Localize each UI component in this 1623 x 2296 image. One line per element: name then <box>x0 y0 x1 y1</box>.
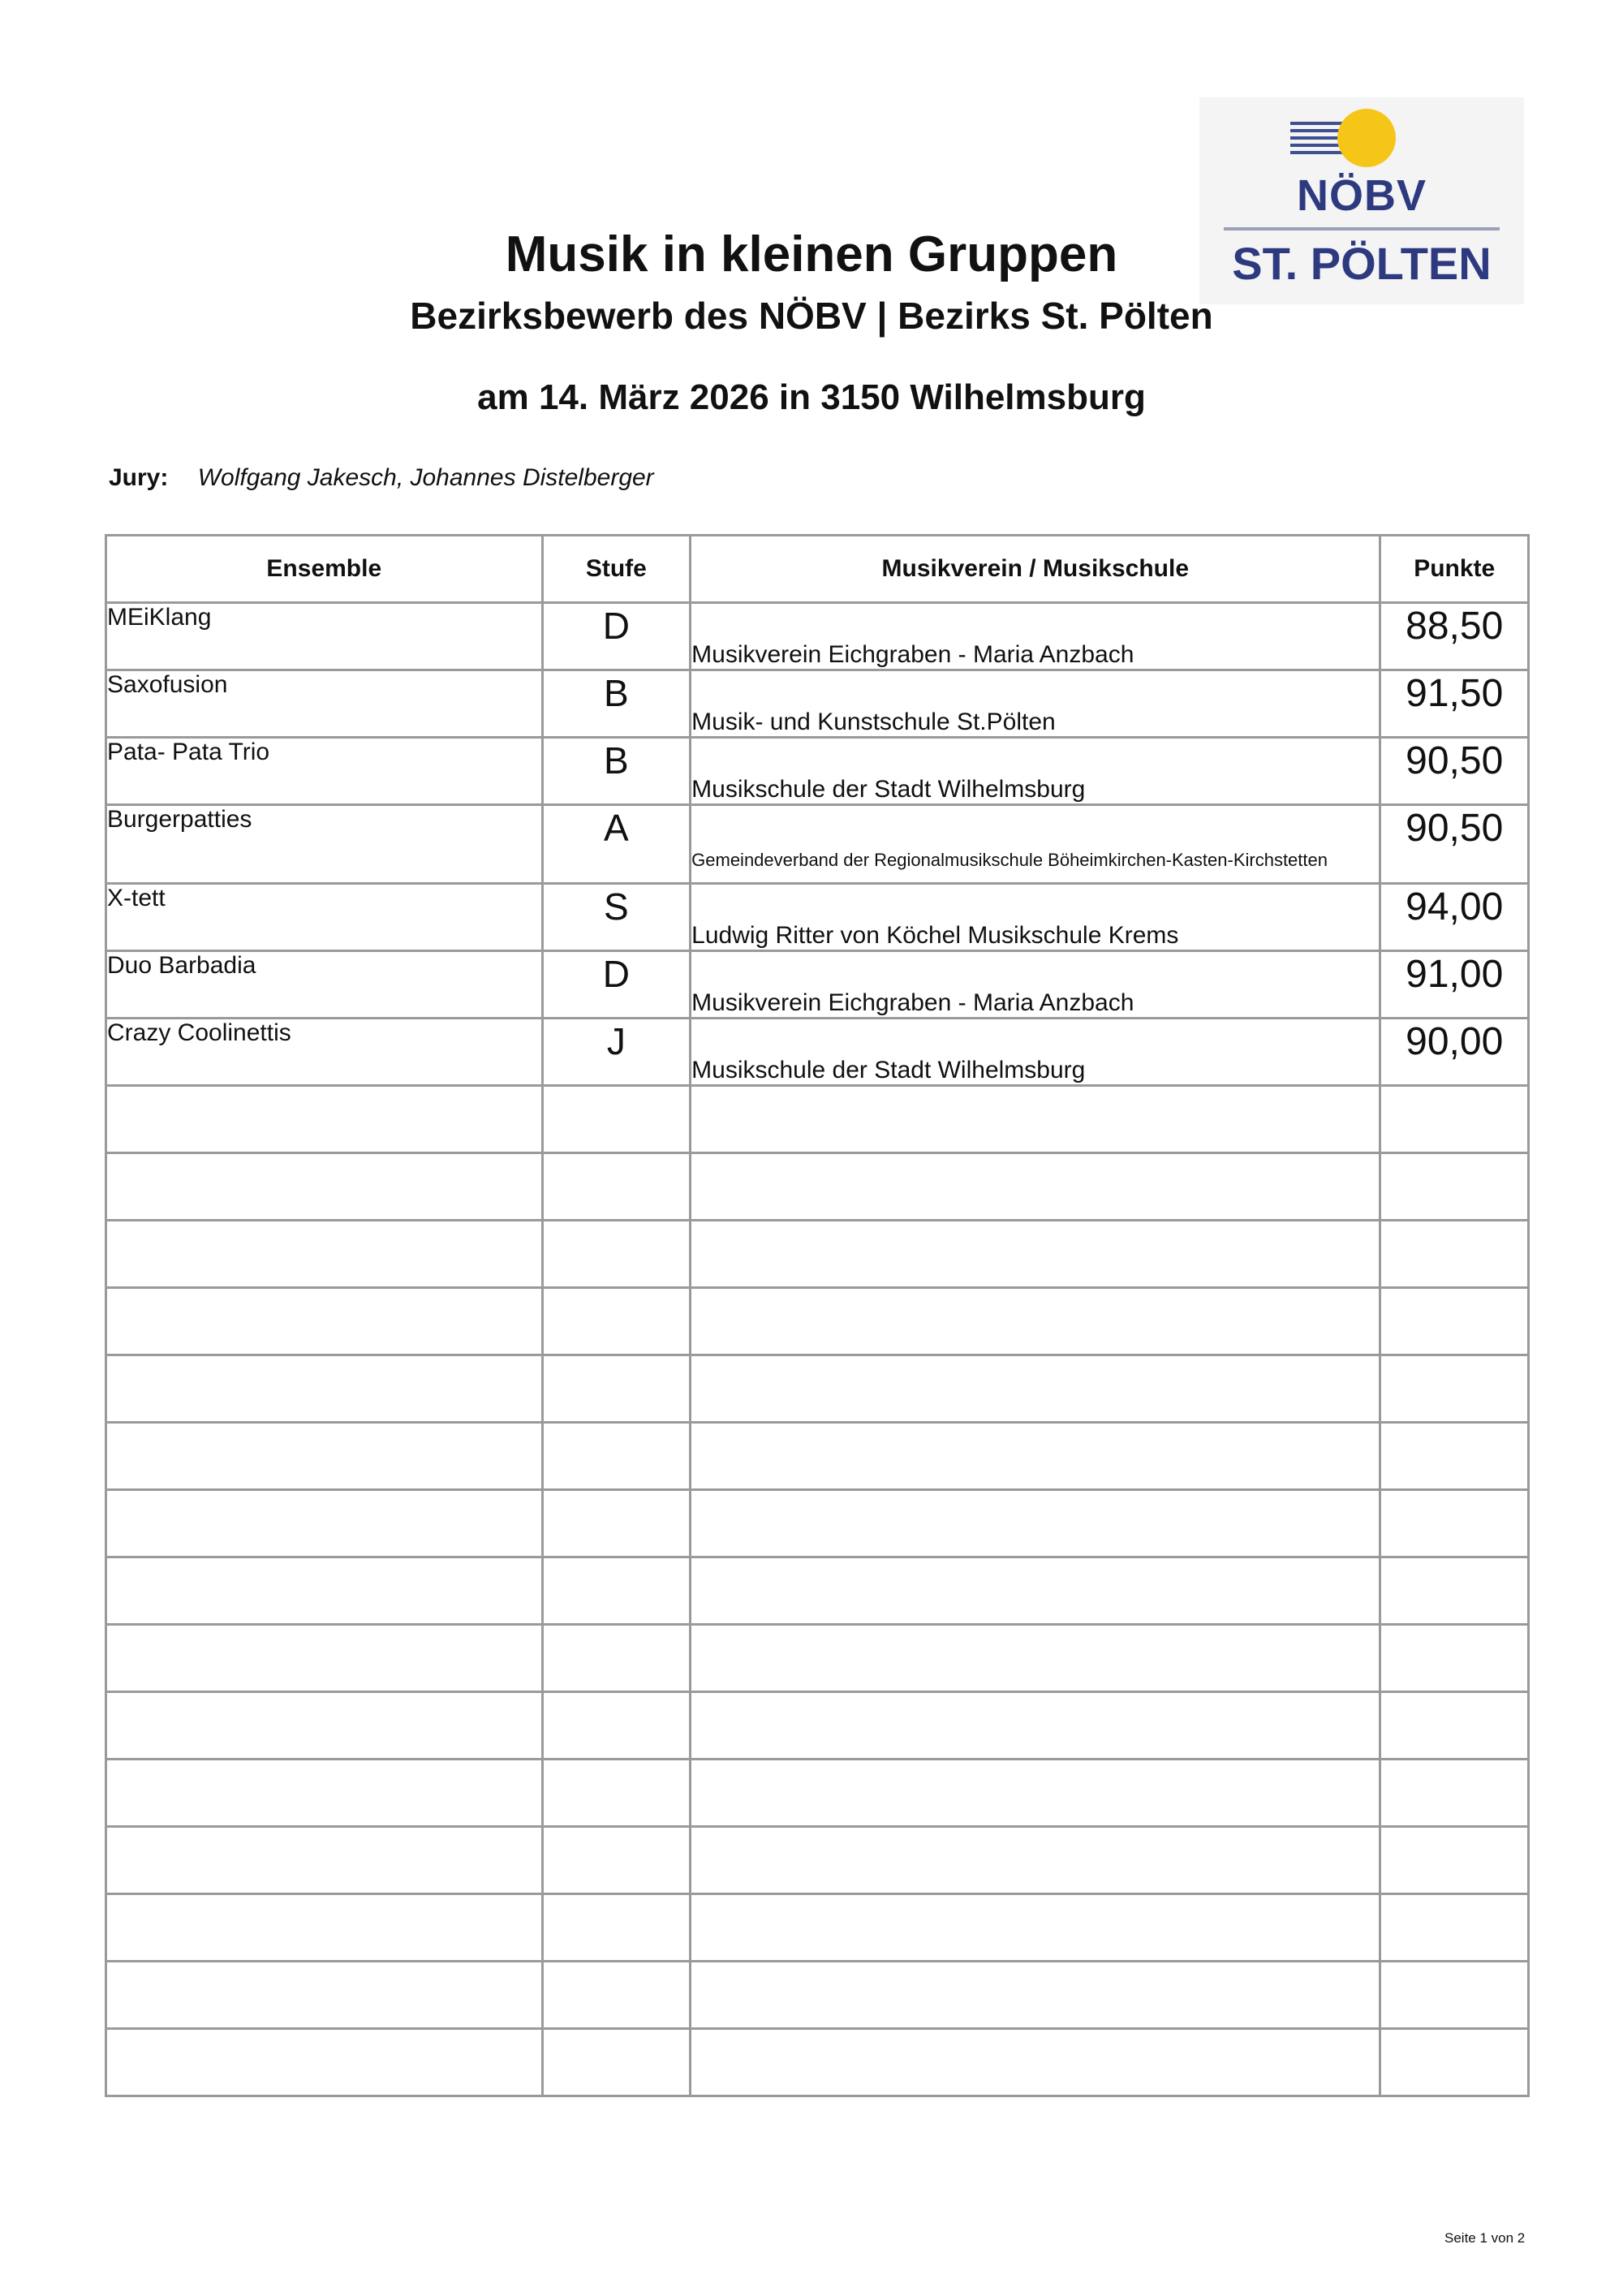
empty-table-row <box>106 1086 1529 1153</box>
cell-stufe: A <box>542 805 691 884</box>
page-subtitle: Bezirksbewerb des NÖBV | Bezirks St. Pölten <box>410 295 1213 337</box>
header-ensemble: Ensemble <box>106 536 543 603</box>
header-stufe: Stufe <box>542 536 691 603</box>
empty-table-row <box>106 1625 1529 1692</box>
empty-cell <box>542 1490 691 1557</box>
empty-cell <box>542 1760 691 1827</box>
empty-cell <box>1380 1760 1529 1827</box>
empty-cell <box>1380 1692 1529 1760</box>
empty-cell <box>691 1625 1380 1692</box>
empty-cell <box>542 1221 691 1288</box>
empty-cell <box>691 1760 1380 1827</box>
empty-cell <box>106 1557 543 1625</box>
empty-cell <box>1380 1962 1529 2029</box>
cell-ensemble: Crazy Coolinettis <box>106 1019 543 1086</box>
table-row <box>106 1019 1529 1086</box>
empty-cell <box>106 1086 543 1153</box>
empty-cell <box>691 1153 1380 1221</box>
empty-table-row <box>106 1221 1529 1288</box>
empty-table-row <box>106 1962 1529 2029</box>
cell-verein: Musikverein Eichgraben - Maria Anzbach <box>691 951 1380 1019</box>
empty-table-row <box>106 1288 1529 1355</box>
empty-cell <box>691 1288 1380 1355</box>
empty-table-row <box>106 1692 1529 1760</box>
cell-verein: Musikverein Eichgraben - Maria Anzbach <box>691 603 1380 670</box>
cell-punkte: 90,00 <box>1380 1019 1529 1086</box>
empty-cell <box>1380 1827 1529 1894</box>
cell-verein: Gemeindeverband der Regionalmusikschule Böheimkirchen-Kasten-Kirchstetten <box>691 805 1380 884</box>
empty-cell <box>542 2029 691 2096</box>
event-date: am 14. März 2026 in 3150 Wilhelmsburg <box>477 377 1146 417</box>
empty-cell <box>106 1490 543 1557</box>
results-body <box>106 603 1529 2096</box>
empty-cell <box>106 2029 543 2096</box>
cell-stufe: B <box>542 670 691 738</box>
table-row <box>106 670 1529 738</box>
empty-cell <box>1380 1221 1529 1288</box>
cell-punkte: 91,50 <box>1380 670 1529 738</box>
cell-punkte: 90,50 <box>1380 805 1529 884</box>
cell-punkte: 88,50 <box>1380 603 1529 670</box>
cell-ensemble: Pata- Pata Trio <box>106 738 543 805</box>
cell-stufe: B <box>542 738 691 805</box>
empty-table-row <box>106 1557 1529 1625</box>
empty-cell <box>106 1692 543 1760</box>
empty-cell <box>542 1894 691 1962</box>
table-row <box>106 951 1529 1019</box>
empty-table-row <box>106 1423 1529 1490</box>
empty-cell <box>106 1625 543 1692</box>
empty-cell <box>691 1221 1380 1288</box>
cell-stufe: D <box>542 951 691 1019</box>
empty-cell <box>691 1692 1380 1760</box>
empty-cell <box>1380 1625 1529 1692</box>
empty-cell <box>1380 1423 1529 1490</box>
empty-cell <box>106 1962 543 2029</box>
empty-cell <box>542 1086 691 1153</box>
table-header-row <box>106 536 1529 603</box>
empty-table-row <box>106 1490 1529 1557</box>
cell-punkte: 91,00 <box>1380 951 1529 1019</box>
logo-brand: NÖBV <box>1296 171 1427 220</box>
empty-cell <box>542 1153 691 1221</box>
cell-ensemble: Saxofusion <box>106 670 543 738</box>
empty-cell <box>691 1827 1380 1894</box>
empty-cell <box>542 1355 691 1423</box>
empty-cell <box>542 1962 691 2029</box>
empty-cell <box>1380 1355 1529 1423</box>
empty-cell <box>691 1557 1380 1625</box>
empty-cell <box>1380 1557 1529 1625</box>
empty-table-row <box>106 1894 1529 1962</box>
table-row <box>106 805 1529 884</box>
empty-cell <box>542 1288 691 1355</box>
empty-cell <box>106 1288 543 1355</box>
logo-sun-icon <box>1337 109 1396 167</box>
cell-ensemble: Duo Barbadia <box>106 951 543 1019</box>
empty-cell <box>691 1423 1380 1490</box>
empty-table-row <box>106 1355 1529 1423</box>
empty-cell <box>542 1692 691 1760</box>
cell-verein: Ludwig Ritter von Köchel Musikschule Krems <box>691 884 1380 951</box>
table-row <box>106 884 1529 951</box>
cell-ensemble: Burgerpatties <box>106 805 543 884</box>
empty-cell <box>1380 2029 1529 2096</box>
cell-verein: Musikschule der Stadt Wilhelmsburg <box>691 1019 1380 1086</box>
empty-cell <box>1380 1153 1529 1221</box>
cell-stufe: J <box>542 1019 691 1086</box>
empty-table-row <box>106 2029 1529 2096</box>
empty-table-row <box>106 1827 1529 1894</box>
empty-table-row <box>106 1760 1529 1827</box>
cell-ensemble: MEiKlang <box>106 603 543 670</box>
empty-cell <box>691 1962 1380 2029</box>
results-table <box>105 534 1530 2097</box>
table-row <box>106 738 1529 805</box>
empty-table-row <box>106 1153 1529 1221</box>
jury-label: Jury: <box>109 464 169 491</box>
empty-cell <box>691 1355 1380 1423</box>
empty-cell <box>106 1760 543 1827</box>
empty-cell <box>691 1086 1380 1153</box>
empty-cell <box>106 1423 543 1490</box>
jury-names: Wolfgang Jakesch, Johannes Distelberger <box>197 464 654 491</box>
cell-verein: Musik- und Kunstschule St.Pölten <box>691 670 1380 738</box>
header-punkte: Punkte <box>1380 536 1529 603</box>
empty-cell <box>542 1827 691 1894</box>
empty-cell <box>1380 1086 1529 1153</box>
empty-cell <box>106 1827 543 1894</box>
page-title: Musik in kleinen Gruppen <box>505 226 1118 282</box>
cell-stufe: S <box>542 884 691 951</box>
header-verein: Musikverein / Musikschule <box>691 536 1380 603</box>
empty-cell <box>1380 1490 1529 1557</box>
empty-cell <box>106 1894 543 1962</box>
page-number: Seite 1 von 2 <box>1444 2230 1526 2246</box>
cell-ensemble: X-tett <box>106 884 543 951</box>
empty-cell <box>691 1490 1380 1557</box>
empty-cell <box>691 2029 1380 2096</box>
empty-cell <box>106 1153 543 1221</box>
empty-cell <box>1380 1288 1529 1355</box>
empty-cell <box>106 1221 543 1288</box>
empty-cell <box>1380 1894 1529 1962</box>
cell-verein: Musikschule der Stadt Wilhelmsburg <box>691 738 1380 805</box>
cell-punkte: 94,00 <box>1380 884 1529 951</box>
table-row <box>106 603 1529 670</box>
cell-stufe: D <box>542 603 691 670</box>
cell-punkte: 90,50 <box>1380 738 1529 805</box>
logo-city: ST. PÖLTEN <box>1232 238 1492 289</box>
empty-cell <box>542 1557 691 1625</box>
empty-cell <box>542 1625 691 1692</box>
empty-cell <box>106 1355 543 1423</box>
empty-cell <box>691 1894 1380 1962</box>
jury-line <box>109 464 654 492</box>
empty-cell <box>542 1423 691 1490</box>
